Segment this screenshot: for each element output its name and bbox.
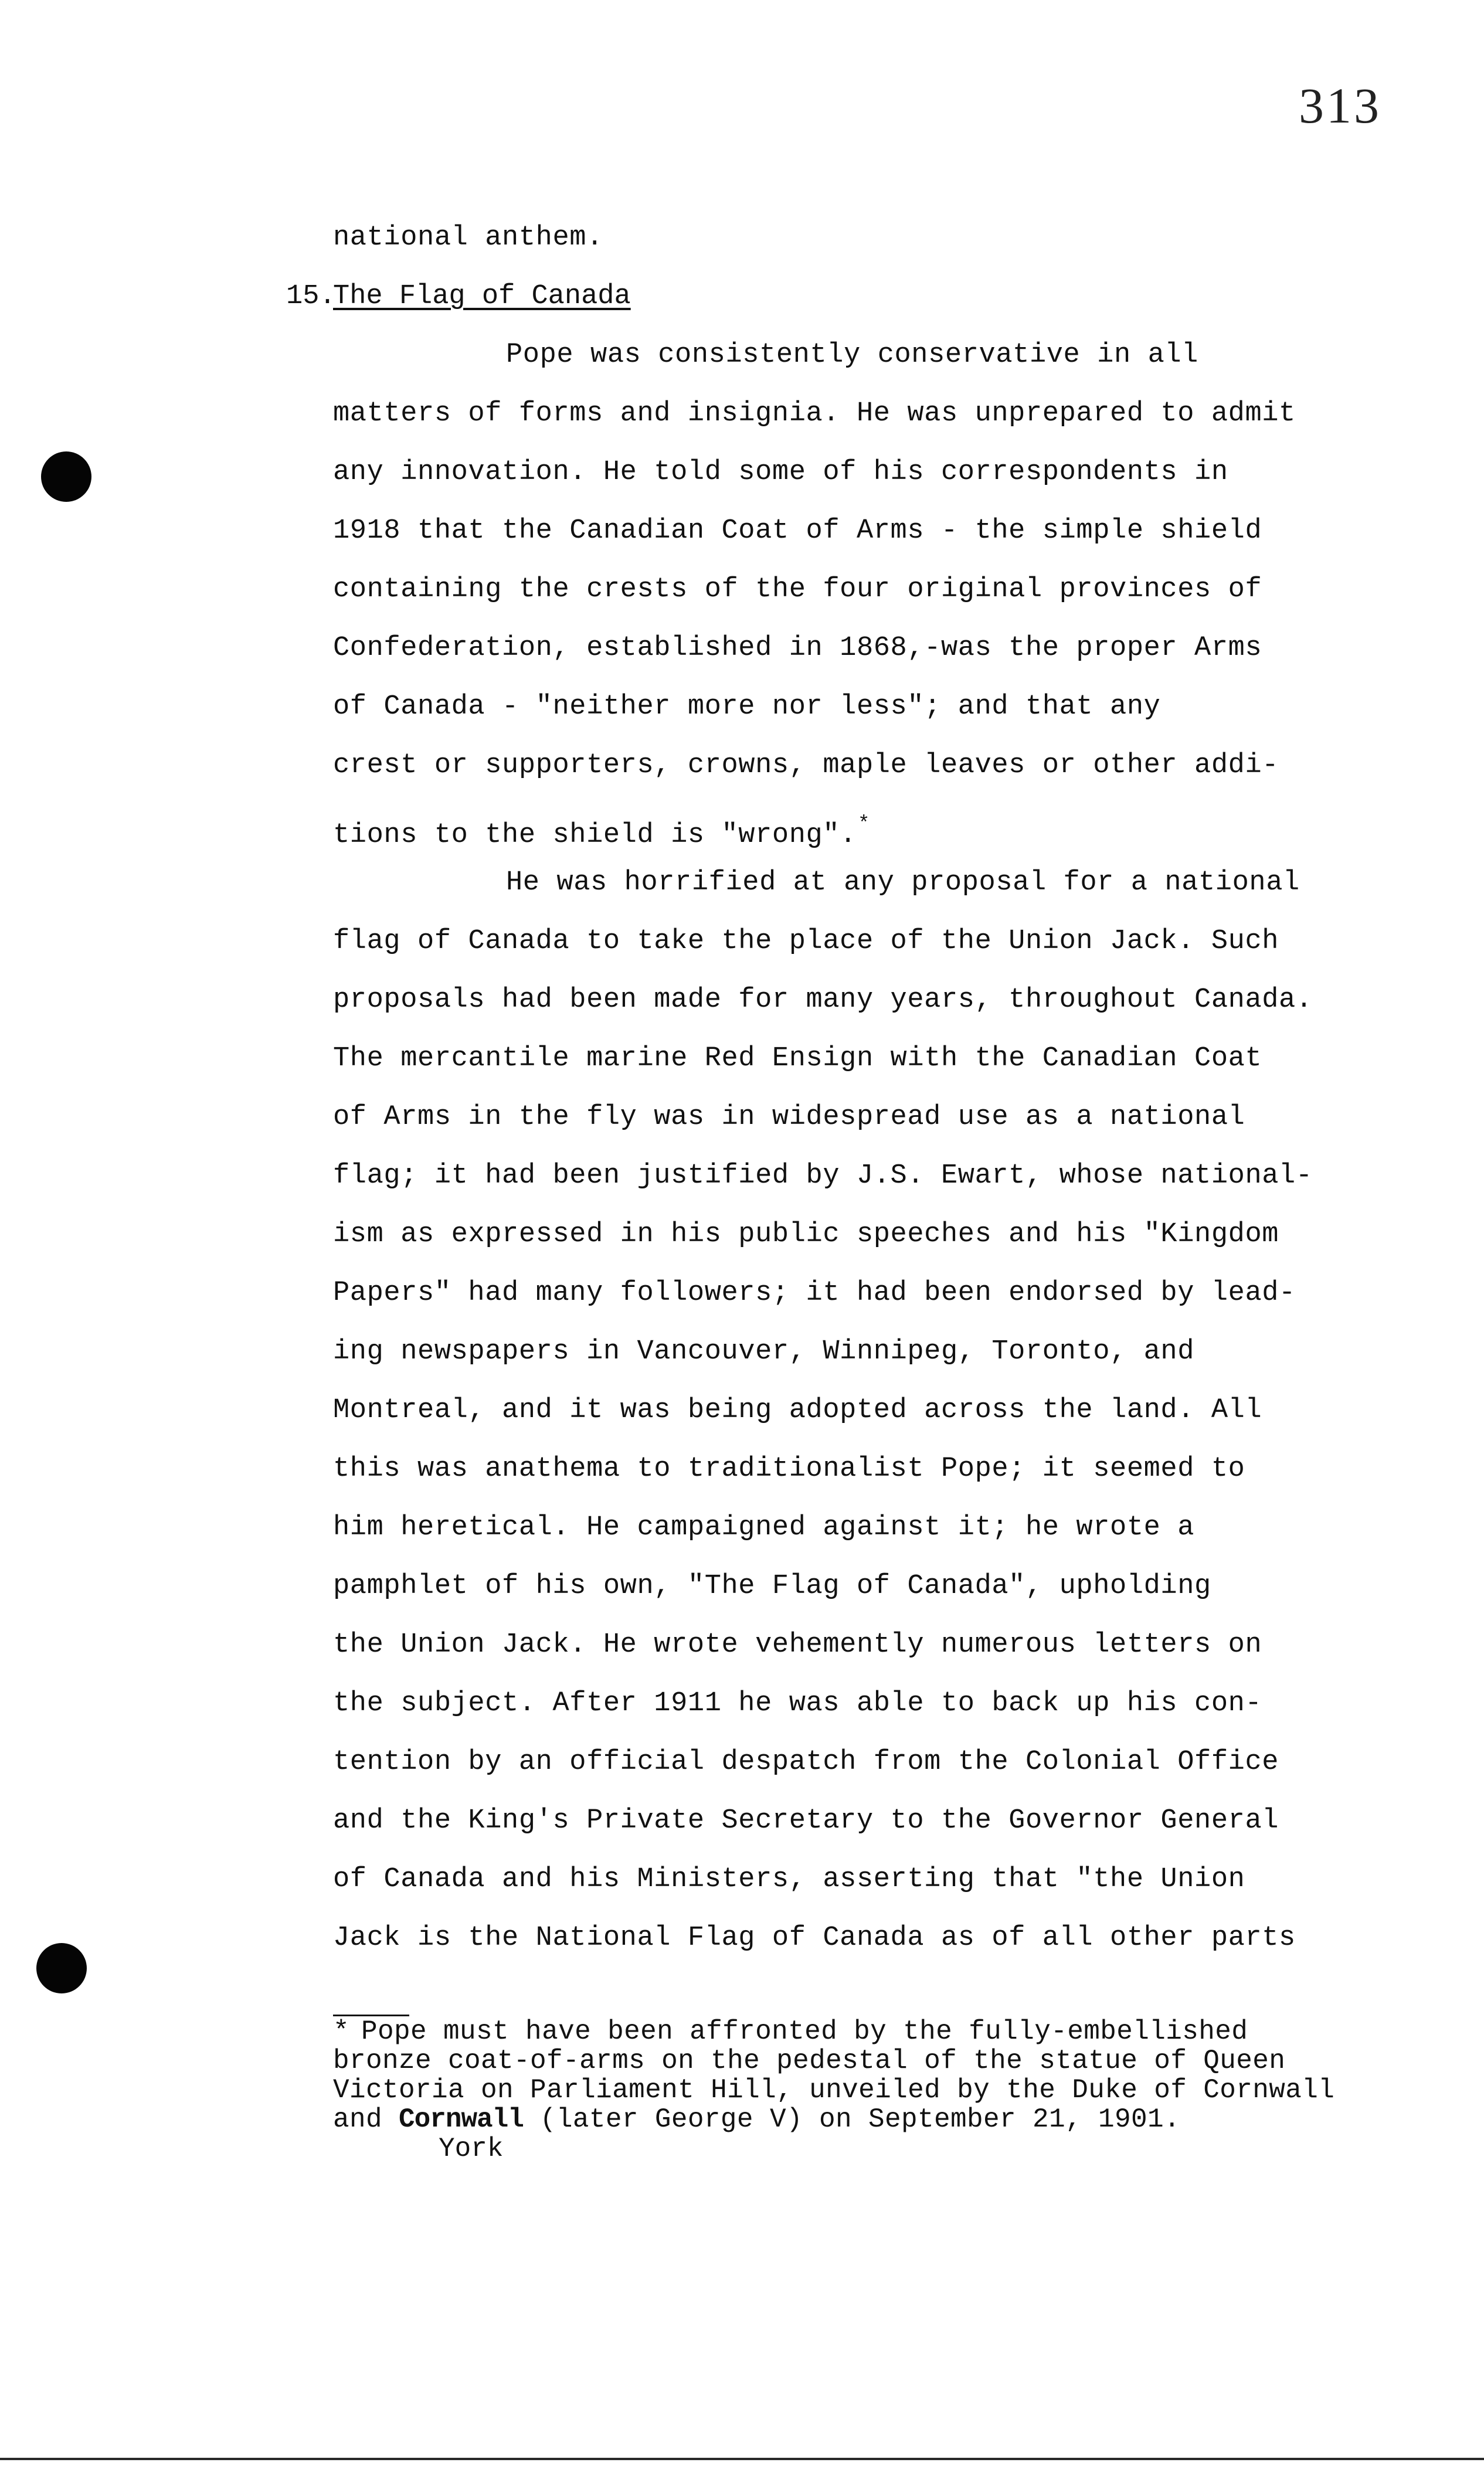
section-title: The Flag of Canada	[333, 281, 631, 312]
section-number: 15.	[286, 281, 336, 312]
body-line: this was anathema to traditionalist Pope; it seemed to	[333, 1453, 1245, 1485]
footnote-line	[333, 2017, 1248, 2046]
body-line: tention by an official despatch from the Colonial Office	[333, 1747, 1279, 1778]
body-line: containing the crests of the four original provinces of	[333, 574, 1262, 605]
body-line: of Canada and his Ministers, asserting that "the Union	[333, 1864, 1245, 1895]
body-line	[333, 807, 870, 853]
body-line: pamphlet of his own, "The Flag of Canada", upholding	[333, 1571, 1211, 1602]
footnote-line: Victoria on Parliament Hill, unveiled by the Duke of Cornwall	[333, 2075, 1335, 2105]
footnote-line: bronze coat-of-arms on the pedestal of the statue of Queen	[333, 2046, 1286, 2076]
punch-hole	[36, 1943, 87, 1993]
body-line: Jack is the National Flag of Canada as of all other parts	[333, 1922, 1296, 1954]
body-line: The mercantile marine Red Ensign with the Canadian Coat	[333, 1043, 1262, 1074]
body-line: crest or supporters, crowns, maple leaves or other addi-	[333, 750, 1279, 781]
body-line: and the King's Private Secretary to the Governor General	[333, 1805, 1279, 1836]
body-line-text: tions to the shield is "wrong".	[333, 820, 857, 851]
page-number: 313	[1299, 77, 1381, 134]
body-line: Papers" had many followers; it had been endorsed by lead-	[333, 1278, 1296, 1309]
body-line: Montreal, and it was being adopted across the land. All	[333, 1395, 1262, 1426]
body-line: the Union Jack. He wrote vehemently numerous letters on	[333, 1629, 1262, 1660]
struck-out-word: Cornwall	[399, 2104, 524, 2135]
body-line: He was horrified at any proposal for a national	[506, 867, 1300, 898]
scan-edge	[0, 2458, 1484, 2460]
continuation-line: national anthem.	[333, 222, 603, 253]
footnote-mark: *	[333, 2016, 350, 2047]
body-line: Confederation, established in 1868,-was the proper Arms	[333, 633, 1262, 664]
body-line: ism as expressed in his public speeches and his "Kingdom	[333, 1219, 1279, 1250]
body-line: proposals had been made for many years, throughout Canada.	[333, 984, 1313, 1015]
body-line: Pope was consistently conservative in all	[506, 339, 1198, 371]
footnote-line	[333, 2105, 1180, 2134]
body-line: 1918 that the Canadian Coat of Arms - the simple shield	[333, 515, 1262, 546]
footnote-text: Pope must have been affronted by the fully-embellished	[361, 2016, 1248, 2047]
body-line: matters of forms and insignia. He was unprepared to admit	[333, 398, 1296, 429]
body-line: the subject. After 1911 he was able to back up his con-	[333, 1688, 1262, 1719]
body-line: any innovation. He told some of his correspondents in	[333, 457, 1228, 488]
body-line: ing newspapers in Vancouver, Winnipeg, Toronto, and	[333, 1336, 1195, 1367]
footnote-reference: *	[857, 813, 870, 835]
body-line: of Canada - "neither more nor less"; and that any	[333, 691, 1161, 722]
body-line: him heretical. He campaigned against it; he wrote a	[333, 1512, 1195, 1543]
footnote-text: and	[333, 2104, 399, 2135]
punch-hole	[41, 451, 91, 502]
body-line: flag; it had been justified by J.S. Ewart, whose national-	[333, 1160, 1313, 1191]
footnote-text: (later George V) on September 21, 1901.	[523, 2104, 1181, 2135]
handwritten-insertion: York	[439, 2134, 504, 2164]
body-line: of Arms in the fly was in widespread use as a national	[333, 1102, 1245, 1133]
body-line: flag of Canada to take the place of the Union Jack. Such	[333, 926, 1279, 957]
